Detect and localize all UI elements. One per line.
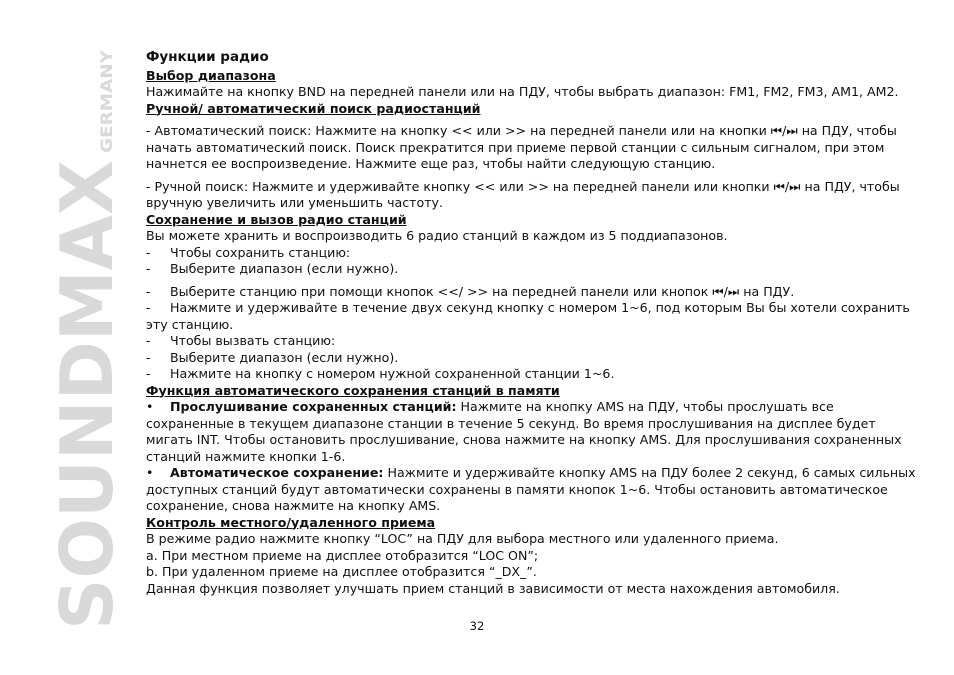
ams-bullet-auto: • Автоматическое сохранение: Нажмите и удерживайте кнопку AMS на ПДУ более 2 секунд, 6 самых сильных доступных станций будут автоматически сохранены в памяти кнопок 1~6. Чтобы остановить автоматическое сохранение, снова нажмите на кнопку AMS. — [146, 465, 916, 513]
list-item: - Чтобы вызвать станцию: — [146, 333, 336, 348]
list-item: - Выберите диапазон (если нужно). — [146, 349, 399, 365]
loc-text-4: Данная функция позволяет улучшать прием станций в зависимости от места нахождения автомобиля. — [146, 580, 840, 596]
section-loc-heading: Контроль местного/удаленного приема — [146, 514, 436, 530]
loc-text-1: В режиме радио нажмите кнопку “LOC” на ПДУ для выбора местного или удаленного приема. — [146, 531, 779, 546]
brand-name: SOUNDMAX — [45, 155, 129, 630]
list-item: - Выберите диапазон (если нужно). — [146, 261, 399, 276]
loc-text-3: b. При удаленном приеме на дисплее отобразится “_DX_”. — [146, 564, 537, 579]
section-memory-heading: Сохранение и вызов радио станций — [146, 211, 407, 227]
soundmax-logo — [45, 50, 129, 630]
brand-sub: GERMANY — [97, 63, 116, 153]
section-ams-heading: Функция автоматического сохранения станций в памяти — [146, 382, 560, 398]
page-number: 32 — [469, 619, 485, 633]
list-item: - Выберите станцию при помощи кнопок <</ >> на передней панели или кнопок ⏮/⏭ на ПДУ. — [146, 283, 795, 299]
section-search-heading: Ручной/ автоматический поиск радиостанций — [146, 100, 481, 116]
manual-search-text: - Ручной поиск: Нажмите и удерживайте кнопку << или >> на передней панели или кнопки ⏮/⏭ на ПДУ, чтобы вручную увеличить или уменьшить частоту. — [146, 178, 900, 210]
loc-text-2: a. При местном приеме на дисплее отобразится “LOC ON”; — [146, 547, 539, 563]
section-band-heading: Выбор диапазона — [146, 67, 276, 83]
auto-search-text: - Автоматический поиск: Нажмите на кнопку << или >> на передней панели или на кнопки ⏮/⏭ на ПДУ, чтобы начать автоматический поиск. Поиск прекратится при приеме первой станции с сильным сигналом, при этом начнется ее воспроизведение. Нажмите еще раз, чтобы найти следующую станцию. — [146, 123, 897, 171]
page-title: Функции радио — [146, 49, 269, 65]
ams-bullet-scan: • Прослушивание сохраненных станций: Нажмите на кнопку AMS на ПДУ, чтобы прослушать все сохраненные в текущем диапазоне станции в течение 5 секунд. Во время прослушивания на дисплее будет мигать INT. Чтобы остановить прослушивание, снова нажмите на кнопку AMS. Для прослушивания сохраненных станций нажмите кнопки 1-6. — [146, 399, 902, 464]
list-item: - Нажмите на кнопку с номером нужной сохраненной станции 1~6. — [146, 366, 615, 381]
page-content — [146, 49, 916, 597]
list-item: - Нажмите и удерживайте в течение двух секунд кнопку с номером 1~6, под которым Вы бы хотели сохранить эту станцию. — [146, 300, 910, 332]
section-band-text: Нажимайте на кнопку BND на передней панели или на ПДУ, чтобы выбрать диапазон: FM1, FM2, FM3, AM1, AM2. — [146, 84, 899, 99]
list-item: - Чтобы сохранить станцию: — [146, 244, 351, 260]
memory-intro: Вы можете хранить и воспроизводить 6 радио станций в каждом из 5 поддиапазонов. — [146, 228, 728, 243]
